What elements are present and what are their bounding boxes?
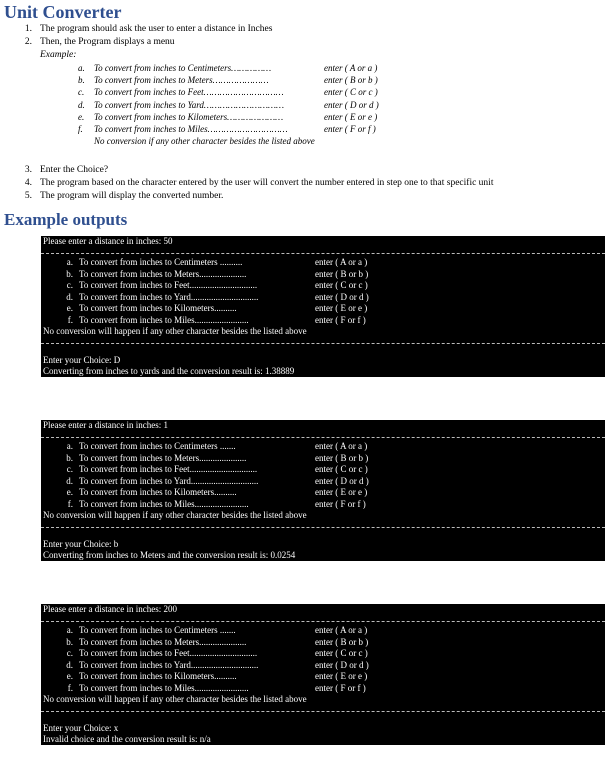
step-item <box>18 23 379 36</box>
menu-desc: To convert from inches to Yard………………………… <box>94 99 284 110</box>
menu-desc: To convert from inches to Feet.............................. <box>79 280 258 290</box>
step-number: 4. <box>24 178 32 188</box>
menu-enter: enter ( D or d ) <box>324 99 379 110</box>
menu-letter: b. <box>66 452 73 463</box>
menu-desc: To convert from inches to Kilometers.......... <box>79 487 237 497</box>
console-menu-row <box>41 648 605 660</box>
menu-letter: a. <box>66 257 73 267</box>
menu-enter: enter ( C or c ) <box>324 87 378 98</box>
menu-letter: d. <box>66 291 73 302</box>
menu-desc: To convert from inches to Meters..................... <box>79 452 247 463</box>
menu-enter: enter ( B or b ) <box>315 452 369 463</box>
menu-letter: d. <box>66 475 73 486</box>
console-prompt: Please enter a distance in inches: 1 <box>43 420 168 430</box>
menu-desc: To convert from inches to Yard.............................. <box>79 291 259 302</box>
menu-desc: To convert from inches to Kilometers.......... <box>79 671 237 681</box>
console-result: Converting from inches to yards and the conversion result is: 1.38889 <box>43 366 295 376</box>
menu-desc: To convert from inches to Miles........................ <box>79 498 249 509</box>
console-menu-row <box>41 660 605 672</box>
page-title: Unit Converter <box>4 2 122 22</box>
menu-desc: To convert from inches to Meters………………… <box>94 75 269 86</box>
menu-enter: enter ( A or a ) <box>315 625 368 635</box>
menu-letter: e. <box>78 111 85 122</box>
step-text: The program should ask the user to enter a distance in Inches <box>40 24 273 34</box>
console-menu-row <box>41 499 605 511</box>
step-number: 1. <box>24 24 32 34</box>
menu-enter: enter ( E or e ) <box>315 671 368 681</box>
menu-desc: To convert from inches to Meters..................... <box>79 268 247 279</box>
menu-letter: a. <box>66 441 73 451</box>
menu-letter: c. <box>66 464 73 474</box>
menu-desc: To convert from inches to Meters..................... <box>79 636 247 647</box>
menu-enter: enter ( F or f ) <box>315 498 366 509</box>
console-output-2 <box>41 420 605 561</box>
menu-letter: b. <box>66 636 73 647</box>
menu-desc: To convert from inches to Kilometers.......... <box>79 303 237 313</box>
menu-enter: enter ( B or b ) <box>315 636 369 647</box>
menu-desc: To convert from inches to Miles………………………… <box>94 124 288 135</box>
menu-letter: f. <box>67 314 73 325</box>
menu-desc: To convert from inches to Kilometers………………… <box>94 111 284 122</box>
menu-example <box>78 62 379 147</box>
step-item <box>18 164 493 177</box>
menu-desc: To convert from inches to Feet.............................. <box>79 464 258 474</box>
step-text: The program based on the character entered by the user will convert the number entered in step one to that specific unit <box>40 178 494 188</box>
menu-letter: d. <box>78 99 85 110</box>
menu-enter: enter ( D or d ) <box>315 291 369 302</box>
menu-note: No conversion if any other character besides the listed above <box>94 136 315 147</box>
menu-letter: f. <box>67 682 73 693</box>
menu-desc: To convert from inches to Miles........................ <box>79 682 249 693</box>
menu-desc: To convert from inches to Yard.............................. <box>79 659 259 670</box>
console-menu-row <box>41 257 605 269</box>
step-item <box>18 177 493 190</box>
console-menu-row <box>41 683 605 695</box>
menu-example-row <box>78 99 379 111</box>
menu-enter: enter ( B or b ) <box>324 75 378 86</box>
menu-enter: enter ( F or f ) <box>315 314 366 325</box>
menu-desc: To convert from inches to Miles........................ <box>79 314 249 325</box>
console-result: Converting from inches to Meters and the conversion result is: 0.0254 <box>43 550 296 560</box>
step-item <box>18 190 493 203</box>
step-item <box>18 36 379 49</box>
console-divider <box>41 431 605 438</box>
example-outputs-heading: Example outputs <box>4 210 128 229</box>
console-menu-row <box>41 476 605 488</box>
console-note: No conversion will happen if any other character besides the listed above <box>43 694 307 704</box>
console-prompt: Please enter a distance in inches: 50 <box>43 236 173 246</box>
menu-letter: e. <box>66 487 73 497</box>
console-output-1 <box>41 236 605 377</box>
menu-example-row <box>78 86 379 98</box>
menu-desc: To convert from inches to Yard.............................. <box>79 475 259 486</box>
console-output-3 <box>41 604 605 745</box>
console-note: No conversion will happen if any other character besides the listed above <box>43 510 307 520</box>
console-choice: Enter your Choice: b <box>43 539 119 549</box>
step-number: 2. <box>24 37 32 47</box>
console-prompt: Please enter a distance in inches: 200 <box>43 604 177 614</box>
console-menu-row <box>41 637 605 649</box>
menu-letter: c. <box>66 648 73 658</box>
step-text: The program will display the converted number. <box>40 191 224 201</box>
menu-letter: c. <box>66 280 73 290</box>
menu-desc: To convert from inches to Centimeters .......... <box>79 257 243 267</box>
console-menu-row <box>41 625 605 637</box>
menu-desc: To convert from inches to Centimeters…………… <box>94 63 272 73</box>
console-menu-row <box>41 315 605 327</box>
menu-enter: enter ( C or c ) <box>315 280 368 290</box>
menu-letter: b. <box>66 268 73 279</box>
menu-enter: enter ( A or a ) <box>315 257 368 267</box>
menu-letter: e. <box>66 303 73 313</box>
menu-desc: To convert from inches to Feet………………………… <box>94 87 284 98</box>
menu-example-row <box>78 74 379 86</box>
menu-example-row <box>78 123 379 135</box>
menu-enter: enter ( E or e ) <box>315 487 368 497</box>
example-label: Example: <box>40 50 77 60</box>
console-divider <box>41 615 605 622</box>
console-menu-row <box>41 292 605 304</box>
menu-letter: d. <box>66 659 73 670</box>
menu-example-row <box>78 111 379 123</box>
console-choice: Enter your Choice: D <box>43 355 121 365</box>
console-menu-row <box>41 303 605 315</box>
menu-letter: c. <box>78 87 85 98</box>
menu-enter: enter ( E or e ) <box>315 303 368 313</box>
menu-desc: To convert from inches to Centimeters ....... <box>79 441 236 451</box>
steps-list-top <box>18 23 379 147</box>
menu-letter: b. <box>78 75 85 86</box>
step-number: 5. <box>24 191 32 201</box>
console-choice: Enter your Choice: x <box>43 723 119 733</box>
menu-enter: enter ( D or d ) <box>315 475 369 486</box>
menu-letter: e. <box>66 671 73 681</box>
console-menu-row <box>41 280 605 292</box>
console-divider <box>41 247 605 254</box>
menu-enter: enter ( F or f ) <box>315 682 366 693</box>
menu-example-row <box>78 62 379 74</box>
console-result: Invalid choice and the conversion result is: n/a <box>43 734 211 744</box>
menu-desc: To convert from inches to Centimeters ....... <box>79 625 236 635</box>
console-note: No conversion will happen if any other character besides the listed above <box>43 326 307 336</box>
console-divider <box>41 337 605 344</box>
menu-desc: To convert from inches to Feet.............................. <box>79 648 258 658</box>
menu-letter: f. <box>67 498 73 509</box>
step-text: Enter the Choice? <box>40 165 109 175</box>
console-menu-row <box>41 464 605 476</box>
steps-list-bottom <box>18 164 493 203</box>
console-menu-row <box>41 269 605 281</box>
console-menu-row <box>41 487 605 499</box>
console-menu-row <box>41 671 605 683</box>
menu-enter: enter ( A or a ) <box>315 441 368 451</box>
console-divider <box>41 705 605 712</box>
step-number: 3. <box>24 165 32 175</box>
menu-letter: a. <box>66 625 73 635</box>
menu-enter: enter ( E or e ) <box>324 111 378 122</box>
menu-letter: a. <box>78 63 85 73</box>
step-text: Then, the Program displays a menu <box>40 37 175 47</box>
menu-letter: f. <box>78 124 83 135</box>
console-divider <box>41 521 605 528</box>
menu-enter: enter ( D or d ) <box>315 659 369 670</box>
menu-enter: enter ( B or b ) <box>315 268 369 279</box>
console-menu-row <box>41 441 605 453</box>
console-menu-row <box>41 453 605 465</box>
menu-enter: enter ( A or a ) <box>324 63 378 73</box>
menu-enter: enter ( C or c ) <box>315 464 368 474</box>
menu-enter: enter ( C or c ) <box>315 648 368 658</box>
menu-enter: enter ( F or f ) <box>324 124 376 135</box>
